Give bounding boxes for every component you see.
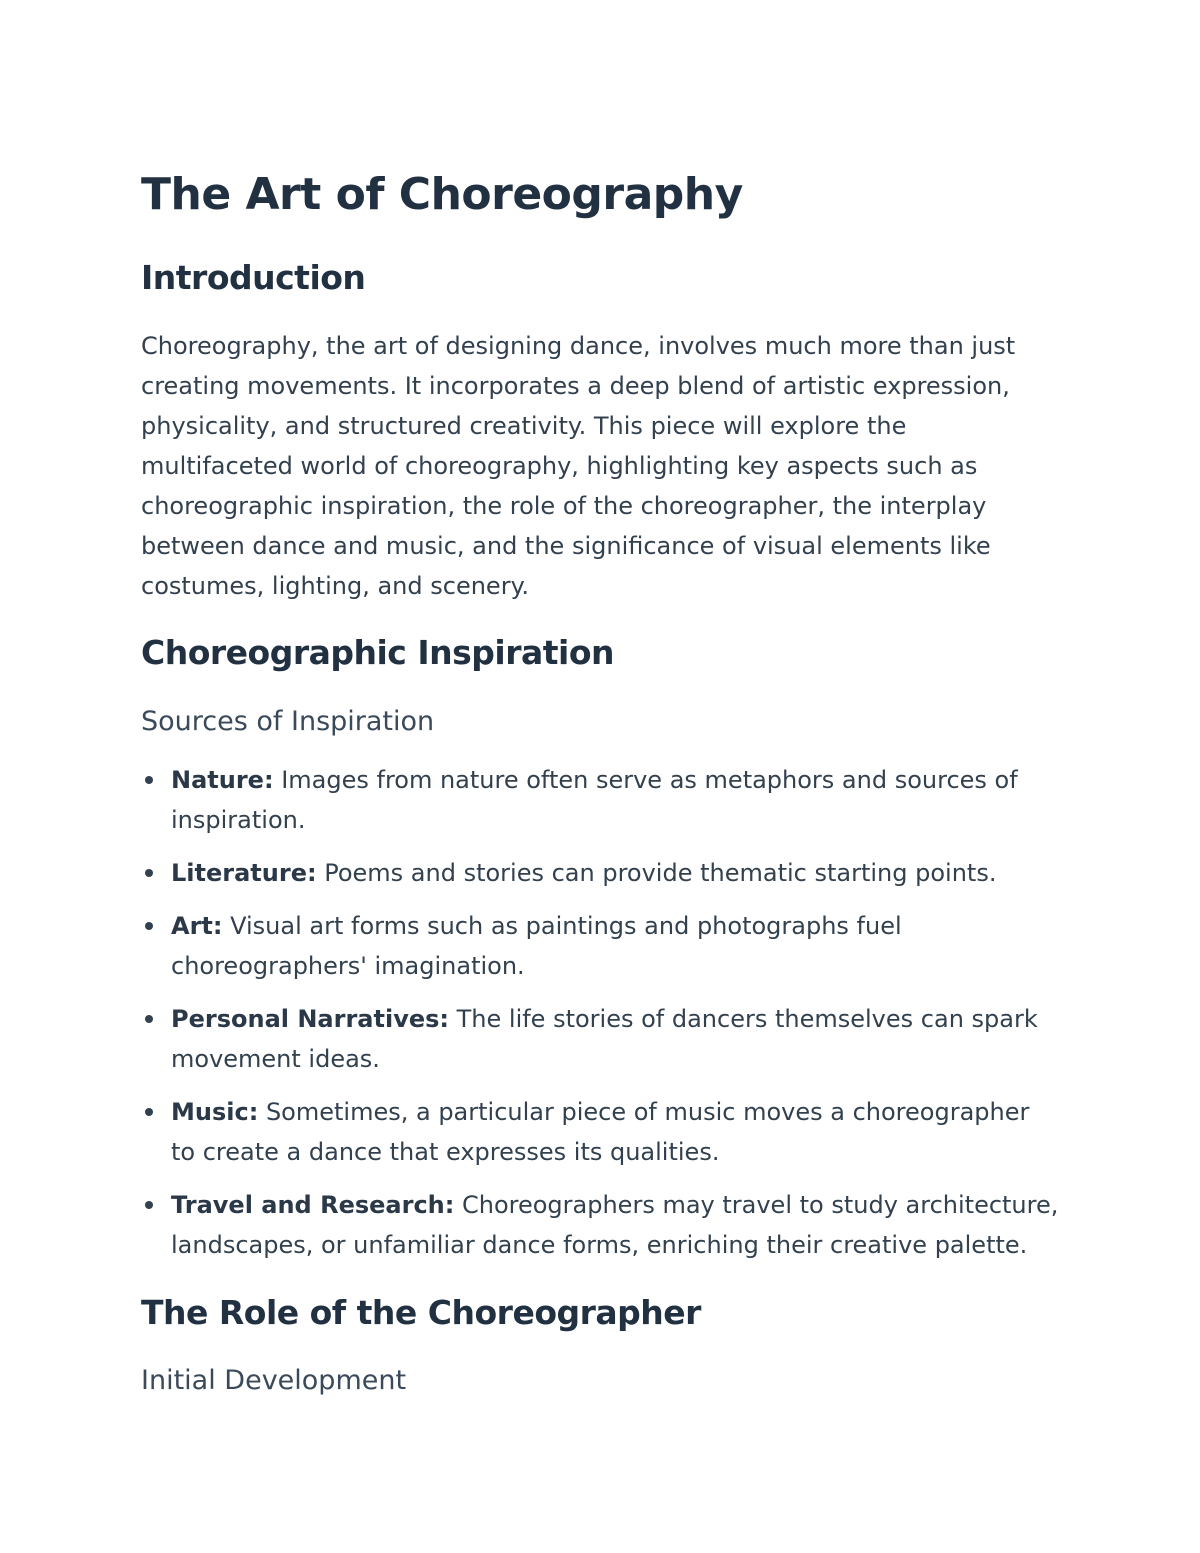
subheading-initial-development: Initial Development [141, 1365, 407, 1396]
subheading-sources-of-inspiration: Sources of Inspiration [141, 706, 435, 737]
list-item [141, 906, 1061, 986]
bullet-dot-icon [145, 776, 153, 784]
bullet-dot-icon [145, 869, 153, 877]
list-item-term: Nature: [171, 766, 274, 794]
heading-role-of-choreographer: The Role of the Choreographer [141, 1293, 701, 1332]
introduction-paragraph: Choreography, the art of designing dance, involves much more than just creating movements. It incorporates a deep blend of artistic expression, physicality, and structured creativity. This piece will explore the multifaceted world of choreography, highlighting key aspects such as choreographic inspiration, the role of the choreographer, the interplay between dance and music, and the significance of visual elements like costumes, lighting, and scenery. [141, 332, 1016, 600]
list-item-text: Poems and stories can provide thematic starting points. [316, 859, 997, 887]
bullet-dot-icon [145, 1015, 153, 1023]
list-item-term: Art: [171, 912, 223, 940]
list-item [141, 999, 1061, 1079]
list-item [141, 853, 1061, 893]
list-item-text: Visual art forms such as paintings and photographs fuel choreographers' imagination. [171, 912, 902, 980]
list-item-text: Images from nature often serve as metaphors and sources of inspiration. [171, 766, 1018, 834]
document-title: The Art of Choreography [141, 169, 743, 220]
list-item-term: Travel and Research: [171, 1191, 455, 1219]
list-item-term: Literature: [171, 859, 317, 887]
list-item-text: The life stories of dancers themselves can spark movement ideas. [171, 1005, 1038, 1073]
list-item [141, 760, 1061, 840]
bullet-dot-icon [145, 1108, 153, 1116]
heading-choreographic-inspiration: Choreographic Inspiration [141, 633, 614, 672]
list-item-text: Sometimes, a particular piece of music moves a choreographer to create a dance that expresses its qualities. [171, 1098, 1030, 1166]
inspiration-list [141, 760, 1061, 1278]
bullet-dot-icon [145, 1201, 153, 1209]
list-item [141, 1185, 1061, 1265]
list-item-term: Music: [171, 1098, 259, 1126]
heading-introduction: Introduction [141, 258, 366, 297]
list-item-text: Choreographers may travel to study architecture, landscapes, or unfamiliar dance forms, enriching their creative palette. [171, 1191, 1059, 1259]
list-item-term: Personal Narratives: [171, 1005, 449, 1033]
bullet-dot-icon [145, 922, 153, 930]
list-item [141, 1092, 1061, 1172]
